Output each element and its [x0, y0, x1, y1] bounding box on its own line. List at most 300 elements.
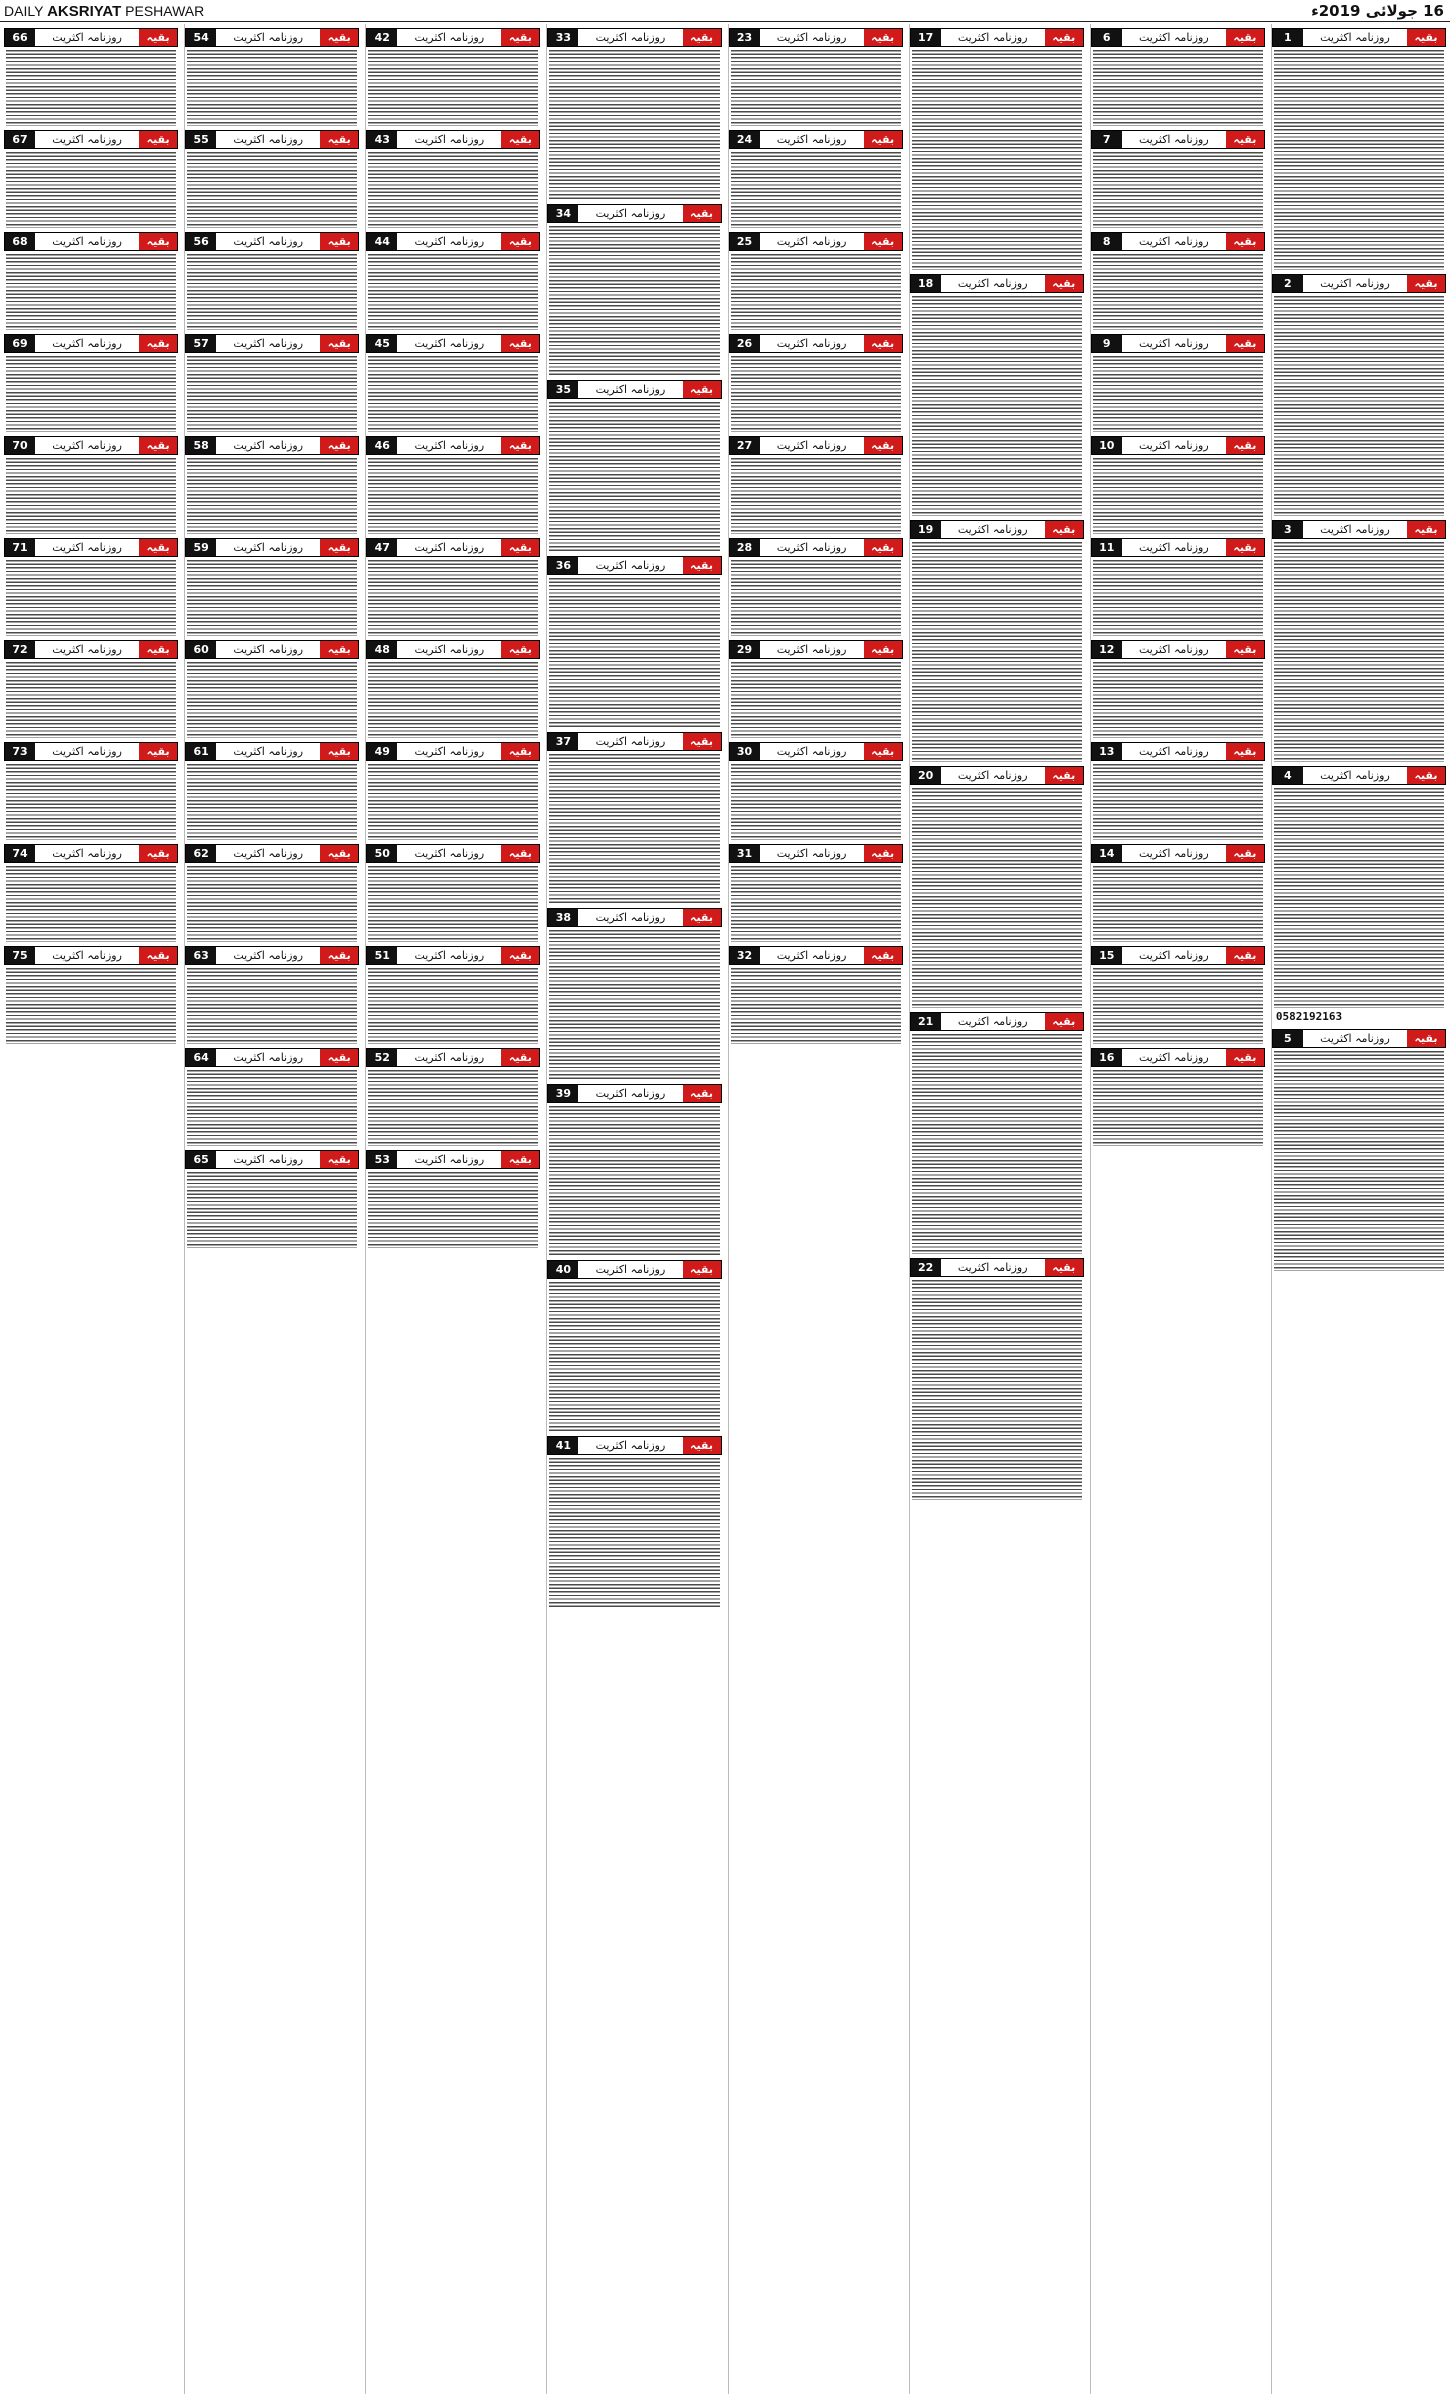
- continuation-header: [1091, 334, 1265, 353]
- continued-tag: بقیہ: [139, 743, 177, 760]
- continuation-number: 14: [1092, 845, 1122, 862]
- continuation-header: [910, 274, 1084, 293]
- section-title: روزنامہ اکثریت: [35, 233, 139, 250]
- continued-tag: بقیہ: [139, 947, 177, 964]
- article-text-block: [549, 930, 719, 1080]
- article-text-block: [368, 152, 538, 228]
- continuation-number: 52: [367, 1049, 397, 1066]
- continued-tag: بقیہ: [320, 29, 358, 46]
- continued-tag: بقیہ: [320, 641, 358, 658]
- continued-tag: بقیہ: [139, 29, 177, 46]
- continuation-header: [910, 28, 1084, 47]
- continuation-number: 63: [186, 947, 216, 964]
- section-title: روزنامہ اکثریت: [1122, 1049, 1226, 1066]
- continuation-number: 60: [186, 641, 216, 658]
- continued-tag: بقیہ: [864, 335, 902, 352]
- continuation-number: 9: [1092, 335, 1122, 352]
- continued-tag: بقیہ: [1226, 233, 1264, 250]
- continuation-header: [1272, 274, 1446, 293]
- section-title: روزنامہ اکثریت: [216, 743, 320, 760]
- continuation-header: [547, 28, 721, 47]
- article-text-block: [187, 764, 357, 840]
- article-text-block: [368, 356, 538, 432]
- article-text-block: [368, 1172, 538, 1248]
- article-text-block: [6, 356, 176, 432]
- continuation-number: 62: [186, 845, 216, 862]
- continuation-header: [1091, 538, 1265, 557]
- section-title: روزنامہ اکثریت: [35, 743, 139, 760]
- section-title: روزنامہ اکثریت: [35, 29, 139, 46]
- section-title: روزنامہ اکثریت: [35, 947, 139, 964]
- continuation-number: 12: [1092, 641, 1122, 658]
- continued-tag: بقیہ: [683, 909, 721, 926]
- continuation-header: [366, 436, 540, 455]
- page-column: [546, 24, 721, 2394]
- continuation-header: [185, 232, 359, 251]
- continuation-number: 11: [1092, 539, 1122, 556]
- section-title: روزنامہ اکثریت: [760, 29, 864, 46]
- continuation-number: 58: [186, 437, 216, 454]
- section-title: روزنامہ اکثریت: [216, 131, 320, 148]
- continuation-number: 29: [730, 641, 760, 658]
- continuation-header: [185, 742, 359, 761]
- brand-prefix: DAILY: [4, 3, 44, 19]
- newspaper-name: [4, 3, 204, 20]
- continuation-number: 75: [5, 947, 35, 964]
- continued-tag: بقیہ: [320, 1151, 358, 1168]
- continuation-header: [547, 1260, 721, 1279]
- article-text-block: [912, 50, 1082, 270]
- section-title: روزنامہ اکثریت: [35, 845, 139, 862]
- continued-tag: بقیہ: [1045, 767, 1083, 784]
- continuation-header: [547, 204, 721, 223]
- continuation-number: 65: [186, 1151, 216, 1168]
- continuation-header: [729, 130, 903, 149]
- continued-tag: بقیہ: [683, 205, 721, 222]
- continued-tag: بقیہ: [1407, 521, 1445, 538]
- continuation-header: [547, 1436, 721, 1455]
- continuation-number: 24: [730, 131, 760, 148]
- continuation-number: 56: [186, 233, 216, 250]
- continuation-header: [729, 742, 903, 761]
- continuation-number: 28: [730, 539, 760, 556]
- article-text-block: [1274, 50, 1444, 270]
- continued-tag: بقیہ: [501, 335, 539, 352]
- continuation-number: 16: [1092, 1049, 1122, 1066]
- issue-date: 16 جولائی 2019ء: [1311, 2, 1444, 20]
- continuation-number: 59: [186, 539, 216, 556]
- continued-tag: بقیہ: [1045, 1013, 1083, 1030]
- continuation-header: [185, 538, 359, 557]
- section-title: روزنامہ اکثریت: [760, 641, 864, 658]
- section-title: روزنامہ اکثریت: [397, 539, 501, 556]
- section-title: روزنامہ اکثریت: [941, 1013, 1045, 1030]
- continuation-number: 18: [911, 275, 941, 292]
- continuation-header: [366, 538, 540, 557]
- continuation-number: 51: [367, 947, 397, 964]
- continued-tag: بقیہ: [501, 641, 539, 658]
- section-title: روزنامہ اکثریت: [941, 29, 1045, 46]
- continuation-header: [1272, 1029, 1446, 1048]
- article-text-block: [1274, 788, 1444, 1008]
- continuation-header: [1091, 1048, 1265, 1067]
- continued-tag: بقیہ: [320, 743, 358, 760]
- article-text-block: [549, 578, 719, 728]
- page-column: [365, 24, 540, 2394]
- continued-tag: بقیہ: [501, 539, 539, 556]
- continued-tag: بقیہ: [864, 845, 902, 862]
- continuation-header: [185, 640, 359, 659]
- continued-tag: بقیہ: [683, 29, 721, 46]
- continuation-header: [547, 1084, 721, 1103]
- article-text-block: [6, 152, 176, 228]
- article-text-block: [731, 254, 901, 330]
- article-text-block: [731, 356, 901, 432]
- continuation-number: 73: [5, 743, 35, 760]
- continued-tag: بقیہ: [1407, 1030, 1445, 1047]
- page-column: [909, 24, 1084, 2394]
- article-text-block: [368, 50, 538, 126]
- continuation-header: [4, 130, 178, 149]
- article-text-block: [912, 1034, 1082, 1254]
- continuation-number: 61: [186, 743, 216, 760]
- continued-tag: بقیہ: [1045, 1259, 1083, 1276]
- continued-tag: بقیہ: [1407, 29, 1445, 46]
- continuation-header: [4, 232, 178, 251]
- article-text-block: [368, 254, 538, 330]
- section-title: روزنامہ اکثریت: [397, 437, 501, 454]
- article-text-block: [187, 1172, 357, 1248]
- continued-tag: بقیہ: [864, 743, 902, 760]
- continuation-number: 36: [548, 557, 578, 574]
- continuation-number: 6: [1092, 29, 1122, 46]
- continuation-header: [185, 946, 359, 965]
- section-title: روزنامہ اکثریت: [578, 381, 682, 398]
- article-text-block: [368, 968, 538, 1044]
- section-title: روزنامہ اکثریت: [397, 29, 501, 46]
- continuation-header: [1091, 436, 1265, 455]
- continuation-header: [366, 640, 540, 659]
- section-title: روزنامہ اکثریت: [1303, 275, 1407, 292]
- continuation-header: [366, 742, 540, 761]
- continuation-header: [366, 28, 540, 47]
- continuation-header: [1091, 742, 1265, 761]
- section-title: روزنامہ اکثریت: [216, 1151, 320, 1168]
- continuation-number: 26: [730, 335, 760, 352]
- section-title: روزنامہ اکثریت: [760, 947, 864, 964]
- section-title: روزنامہ اکثریت: [760, 539, 864, 556]
- continuation-number: 40: [548, 1261, 578, 1278]
- article-text-block: [368, 560, 538, 636]
- continued-tag: بقیہ: [139, 335, 177, 352]
- article-text-block: [6, 50, 176, 126]
- brand-city: PESHAWAR: [125, 3, 205, 19]
- article-text-block: [1093, 662, 1263, 738]
- article-text-block: [731, 152, 901, 228]
- continued-tag: بقیہ: [1226, 131, 1264, 148]
- article-text-block: [1093, 50, 1263, 126]
- continued-tag: بقیہ: [320, 539, 358, 556]
- continued-tag: بقیہ: [864, 437, 902, 454]
- section-title: روزنامہ اکثریت: [1122, 539, 1226, 556]
- continued-tag: بقیہ: [320, 947, 358, 964]
- continuation-number: 43: [367, 131, 397, 148]
- continued-tag: بقیہ: [139, 845, 177, 862]
- continuation-header: [366, 1048, 540, 1067]
- article-text-block: [731, 50, 901, 126]
- article-text-block: [1093, 764, 1263, 840]
- continued-tag: بقیہ: [139, 233, 177, 250]
- continuation-header: [366, 232, 540, 251]
- section-title: روزنامہ اکثریت: [397, 1049, 501, 1066]
- article-text-block: [549, 1106, 719, 1256]
- continued-tag: بقیہ: [864, 233, 902, 250]
- continuation-header: [1091, 844, 1265, 863]
- section-title: روزنامہ اکثریت: [941, 1259, 1045, 1276]
- continuation-header: [4, 640, 178, 659]
- article-text-block: [6, 458, 176, 534]
- continuation-number: 44: [367, 233, 397, 250]
- continuation-number: 53: [367, 1151, 397, 1168]
- continuation-header: [185, 28, 359, 47]
- article-text-block: [187, 50, 357, 126]
- continuation-number: 20: [911, 767, 941, 784]
- article-text-block: [549, 1282, 719, 1432]
- continuation-number: 15: [1092, 947, 1122, 964]
- section-title: روزنامہ اکثریت: [397, 233, 501, 250]
- continuation-number: 50: [367, 845, 397, 862]
- section-title: روزنامہ اکثریت: [760, 743, 864, 760]
- article-text-block: [731, 764, 901, 840]
- article-text-block: [368, 1070, 538, 1146]
- continued-tag: بقیہ: [139, 641, 177, 658]
- continued-tag: بقیہ: [501, 845, 539, 862]
- continuation-number: 25: [730, 233, 760, 250]
- continuation-number: 1: [1273, 29, 1303, 46]
- page-column: [184, 24, 359, 2394]
- section-title: روزنامہ اکثریت: [578, 1261, 682, 1278]
- section-title: روزنامہ اکثریت: [397, 743, 501, 760]
- section-title: روزنامہ اکثریت: [35, 131, 139, 148]
- section-title: روزنامہ اکثریت: [760, 233, 864, 250]
- article-text-block: [549, 402, 719, 552]
- continuation-header: [729, 232, 903, 251]
- continued-tag: بقیہ: [320, 1049, 358, 1066]
- continued-tag: بقیہ: [139, 539, 177, 556]
- continued-tag: بقیہ: [501, 947, 539, 964]
- continuation-number: 64: [186, 1049, 216, 1066]
- article-text-block: [1093, 968, 1263, 1044]
- section-title: روزنامہ اکثریت: [1122, 335, 1226, 352]
- continued-tag: بقیہ: [1407, 767, 1445, 784]
- continuation-number: 70: [5, 437, 35, 454]
- continued-tag: بقیہ: [864, 539, 902, 556]
- section-title: روزنامہ اکثریت: [1122, 845, 1226, 862]
- section-title: روزنامہ اکثریت: [397, 131, 501, 148]
- continued-tag: بقیہ: [1226, 845, 1264, 862]
- article-text-block: [6, 764, 176, 840]
- section-title: روزنامہ اکثریت: [1303, 521, 1407, 538]
- continuation-number: 17: [911, 29, 941, 46]
- continuation-header: [1272, 766, 1446, 785]
- continuation-number: 30: [730, 743, 760, 760]
- article-text-block: [187, 662, 357, 738]
- article-text-block: [1274, 542, 1444, 762]
- article-text-block: [6, 254, 176, 330]
- section-title: روزنامہ اکثریت: [216, 29, 320, 46]
- continued-tag: بقیہ: [683, 1085, 721, 1102]
- section-title: روزنامہ اکثریت: [578, 909, 682, 926]
- article-text-block: [187, 866, 357, 942]
- section-title: روزنامہ اکثریت: [397, 641, 501, 658]
- continued-tag: بقیہ: [1045, 275, 1083, 292]
- article-text-block: [549, 1458, 719, 1608]
- section-title: روزنامہ اکثریت: [1303, 29, 1407, 46]
- continued-tag: بقیہ: [1226, 641, 1264, 658]
- continuation-header: [1272, 28, 1446, 47]
- continuation-header: [185, 1048, 359, 1067]
- continued-tag: بقیہ: [1226, 743, 1264, 760]
- continued-tag: بقیہ: [864, 131, 902, 148]
- continued-tag: بقیہ: [864, 641, 902, 658]
- continuation-header: [366, 844, 540, 863]
- continuation-header: [4, 28, 178, 47]
- article-text-block: [912, 542, 1082, 762]
- article-text-block: [6, 662, 176, 738]
- section-title: روزنامہ اکثریت: [216, 539, 320, 556]
- continuation-number: 35: [548, 381, 578, 398]
- article-text-block: [731, 458, 901, 534]
- continuation-number: 69: [5, 335, 35, 352]
- continuation-number: 10: [1092, 437, 1122, 454]
- continuation-number: 68: [5, 233, 35, 250]
- section-title: روزنامہ اکثریت: [397, 845, 501, 862]
- continuation-header: [910, 520, 1084, 539]
- continuation-header: [729, 640, 903, 659]
- article-text-block: [731, 866, 901, 942]
- continued-tag: بقیہ: [864, 947, 902, 964]
- continuation-header: [910, 766, 1084, 785]
- continuation-number: 23: [730, 29, 760, 46]
- section-title: روزنامہ اکثریت: [578, 205, 682, 222]
- continuation-header: [547, 556, 721, 575]
- article-text-block: [912, 296, 1082, 516]
- article-text-block: [6, 968, 176, 1044]
- article-text-block: [187, 356, 357, 432]
- continuation-header: [185, 436, 359, 455]
- continuation-number: 54: [186, 29, 216, 46]
- continued-tag: بقیہ: [1045, 521, 1083, 538]
- continued-tag: بقیہ: [139, 131, 177, 148]
- section-title: روزنامہ اکثریت: [578, 1437, 682, 1454]
- article-text-block: [1093, 866, 1263, 942]
- section-title: روزنامہ اکثریت: [1303, 767, 1407, 784]
- article-text-block: [731, 560, 901, 636]
- article-text-block: [187, 254, 357, 330]
- section-title: روزنامہ اکثریت: [397, 947, 501, 964]
- continued-tag: بقیہ: [320, 335, 358, 352]
- continuation-number: 45: [367, 335, 397, 352]
- continuation-number: 41: [548, 1437, 578, 1454]
- article-text-block: [1274, 296, 1444, 516]
- continuation-header: [910, 1012, 1084, 1031]
- article-text-block: [549, 754, 719, 904]
- section-title: روزنامہ اکثریت: [1122, 743, 1226, 760]
- continuation-number: 7: [1092, 131, 1122, 148]
- article-text-block: [1093, 152, 1263, 228]
- continuation-number: 33: [548, 29, 578, 46]
- section-title: روزنامہ اکثریت: [578, 1085, 682, 1102]
- section-title: روزنامہ اکثریت: [397, 1151, 501, 1168]
- continuation-number: 67: [5, 131, 35, 148]
- continued-tag: بقیہ: [501, 1049, 539, 1066]
- section-title: روزنامہ اکثریت: [1122, 29, 1226, 46]
- continuation-number: 32: [730, 947, 760, 964]
- continuation-number: 34: [548, 205, 578, 222]
- section-title: روزنامہ اکثریت: [216, 335, 320, 352]
- article-text-block: [549, 50, 719, 200]
- article-text-block: [1093, 254, 1263, 330]
- continued-tag: بقیہ: [683, 557, 721, 574]
- continuation-header: [4, 742, 178, 761]
- continuation-number: 55: [186, 131, 216, 148]
- continued-tag: بقیہ: [1226, 29, 1264, 46]
- section-title: روزنامہ اکثریت: [941, 767, 1045, 784]
- continued-tag: بقیہ: [1407, 275, 1445, 292]
- article-text-block: [187, 560, 357, 636]
- continued-tag: بقیہ: [1226, 947, 1264, 964]
- continued-tag: بقیہ: [1226, 1049, 1264, 1066]
- brand-name: AKSRIYAT: [47, 3, 122, 20]
- continuation-header: [366, 334, 540, 353]
- continued-tag: بقیہ: [501, 29, 539, 46]
- continuation-number: 5: [1273, 1030, 1303, 1047]
- continuation-header: [366, 1150, 540, 1169]
- section-title: روزنامہ اکثریت: [1303, 1030, 1407, 1047]
- newspaper-page: [0, 24, 1450, 2399]
- continuation-header: [185, 844, 359, 863]
- article-text-block: [912, 788, 1082, 1008]
- article-text-block: [187, 1070, 357, 1146]
- continued-tag: بقیہ: [1226, 437, 1264, 454]
- continuation-number: 4: [1273, 767, 1303, 784]
- continuation-number: 21: [911, 1013, 941, 1030]
- continuation-header: [1091, 640, 1265, 659]
- continuation-number: 38: [548, 909, 578, 926]
- section-title: روزنامہ اکثریت: [941, 275, 1045, 292]
- section-title: روزنامہ اکثریت: [1122, 947, 1226, 964]
- continuation-number: 39: [548, 1085, 578, 1102]
- continuation-number: 47: [367, 539, 397, 556]
- continuation-number: 48: [367, 641, 397, 658]
- continuation-header: [4, 844, 178, 863]
- page-column: [1090, 24, 1265, 2394]
- continued-tag: بقیہ: [683, 1437, 721, 1454]
- continued-tag: بقیہ: [320, 437, 358, 454]
- article-text-block: [6, 866, 176, 942]
- continuation-number: 27: [730, 437, 760, 454]
- continued-tag: بقیہ: [683, 1261, 721, 1278]
- continuation-header: [1091, 28, 1265, 47]
- section-title: روزنامہ اکثریت: [1122, 233, 1226, 250]
- article-text-block: [368, 866, 538, 942]
- section-title: روزنامہ اکثریت: [216, 233, 320, 250]
- continuation-number: 22: [911, 1259, 941, 1276]
- continuation-number: 46: [367, 437, 397, 454]
- page-column: [4, 24, 178, 2394]
- continuation-number: 66: [5, 29, 35, 46]
- continuation-header: [1091, 130, 1265, 149]
